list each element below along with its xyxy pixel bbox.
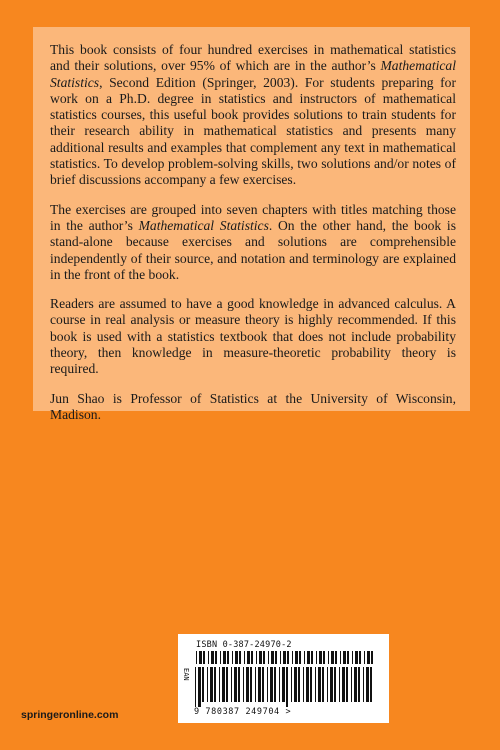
- barcode-bar: [282, 667, 285, 702]
- barcode-bar: [316, 651, 317, 664]
- blurb-paragraph-3: Readers are assumed to have a good knowledge in advanced calculus. A course in real analysis or measure theory is highly recommended. If this book is used with a statistics textbook that does not include probability theory, then knowledge in measure-theoretic probability theory is required.: [50, 296, 456, 377]
- barcode-bar: [223, 651, 226, 664]
- barcode-bar: [298, 667, 300, 702]
- barcode-bar: [291, 667, 292, 702]
- barcode-bar: [346, 667, 348, 702]
- barcode-bar: [210, 667, 213, 702]
- barcode-bar: [343, 651, 346, 664]
- barcode-bar: [211, 651, 214, 664]
- barcode-bar: [352, 651, 353, 664]
- barcode-bar: [263, 651, 265, 664]
- ean-label: EAN: [182, 668, 190, 681]
- author-bio: Jun Shao is Professor of Statistics at the University of Wisconsin, Madison.: [50, 390, 456, 422]
- barcode-bar: [311, 651, 313, 664]
- barcode-bar: [303, 667, 304, 702]
- barcode-bar: [279, 667, 280, 702]
- barcode-bar: [234, 667, 237, 702]
- blurb-paragraph-2: The exercises are grouped into seven chapters with titles matching those in the author’s Mathematical Statistics. On the other hand, the book is stand-alone because exercises and solutions are comprehensible independently of their source, and notation and terminology are explained in the front of the book.: [50, 201, 456, 282]
- barcode-bar: [235, 651, 238, 664]
- barcode-bar: [226, 667, 228, 702]
- barcode-bar: [238, 667, 240, 702]
- barcode-bar: [231, 667, 232, 702]
- barcode-bar: [299, 651, 301, 664]
- ean-barcode: [195, 667, 377, 707]
- barcode-bar: [250, 667, 252, 702]
- ean-digits: 9 780387 249704 >: [194, 707, 292, 717]
- barcode-bar: [304, 651, 305, 664]
- barcode-bar: [239, 651, 241, 664]
- barcode-bar: [364, 651, 365, 664]
- blurb-paragraph-1: This book consists of four hundred exercises in mathematical statistics and their solutions, over 95% of which are in the author’s Mathematical Statistics, Second Edition (Springer, 2003). For students preparing for work on a Ph.D. degree in statistics and instructors of mathematical statistics courses, this useful book provides solutions to train students for their research ability in mathematical statistics and presents many additional results and examples that complement any text in mathematical statistics. To develop problem-solving skills, two solutions and/or notes of brief discussions accompany a few exercises.: [50, 42, 456, 188]
- barcode-bar: [358, 667, 360, 702]
- barcode-bar: [323, 651, 325, 664]
- barcode-bar: [347, 651, 349, 664]
- barcode-bar: [287, 651, 289, 664]
- barcode-bar: [330, 667, 333, 702]
- barcode-bar: [247, 651, 250, 664]
- barcode-bar: [208, 651, 209, 664]
- barcode-bar: [274, 667, 276, 702]
- barcode-bar: [367, 651, 370, 664]
- barcode-bar: [355, 651, 358, 664]
- barcode-bar: [202, 667, 204, 702]
- barcode-bar: [259, 651, 262, 664]
- barcode-bar: [366, 667, 369, 702]
- barcode-bar: [244, 651, 245, 664]
- barcode-bar: [295, 651, 298, 664]
- barcode-bar: [335, 651, 337, 664]
- isbn-label: ISBN 0-387-24970-2: [196, 640, 292, 650]
- barcode-bar: [255, 667, 256, 702]
- barcode-bar: [310, 667, 312, 702]
- barcode-bar: [267, 667, 268, 702]
- barcode-bar: [232, 651, 233, 664]
- barcode-bar: [258, 667, 261, 702]
- barcode-bar: [275, 651, 277, 664]
- barcode-bar: [307, 651, 310, 664]
- book-title-italic: Mathematical Statistics: [138, 217, 269, 233]
- barcode-bar: [220, 651, 221, 664]
- barcode-bar: [342, 667, 345, 702]
- barcode-bar: [256, 651, 257, 664]
- barcode-bar: [339, 667, 340, 702]
- barcode-bar: [286, 667, 288, 707]
- barcode-bar: [243, 667, 244, 702]
- barcode-bar: [370, 667, 372, 702]
- barcode-bar: [227, 651, 229, 664]
- back-cover-blurb: [33, 27, 470, 422]
- barcode-bar: [262, 667, 264, 702]
- barcode-bar: [315, 667, 316, 702]
- barcode-bar: [334, 667, 336, 702]
- barcode-bar: [283, 651, 286, 664]
- barcode-bar: [359, 651, 361, 664]
- barcode-bar: [319, 651, 322, 664]
- barcode-bar: [270, 667, 273, 702]
- barcode-bar: [195, 667, 196, 707]
- barcode-bar: [327, 667, 328, 702]
- barcode-bar: [199, 651, 202, 664]
- barcode-bar: [280, 651, 281, 664]
- barcode-bar: [268, 651, 269, 664]
- barcode-bar: [351, 667, 352, 702]
- barcode-bar: [354, 667, 357, 702]
- barcode-bar: [251, 651, 253, 664]
- barcode-bar: [328, 651, 329, 664]
- barcode-bar: [215, 651, 217, 664]
- barcode-box: [178, 634, 389, 723]
- isbn-barcode: [196, 651, 376, 664]
- book-title-italic: Mathematical Statistics: [50, 58, 456, 90]
- barcode-bar: [214, 667, 216, 702]
- barcode-bar: [198, 667, 201, 707]
- barcode-bar: [203, 651, 205, 664]
- barcode-bar: [196, 651, 197, 664]
- barcode-bar: [219, 667, 220, 702]
- barcode-bar: [246, 667, 249, 702]
- barcode-bar: [363, 667, 364, 702]
- barcode-bar: [294, 667, 297, 702]
- barcode-bar: [222, 667, 225, 702]
- barcode-bar: [207, 667, 208, 702]
- barcode-bar: [306, 667, 309, 702]
- barcode-bar: [340, 651, 341, 664]
- barcode-bar: [292, 651, 293, 664]
- barcode-bar: [318, 667, 321, 702]
- barcode-bar: [331, 651, 334, 664]
- publisher-url: springeronline.com: [21, 709, 119, 721]
- barcode-bar: [322, 667, 324, 702]
- barcode-bar: [271, 651, 274, 664]
- barcode-bar: [371, 651, 373, 664]
